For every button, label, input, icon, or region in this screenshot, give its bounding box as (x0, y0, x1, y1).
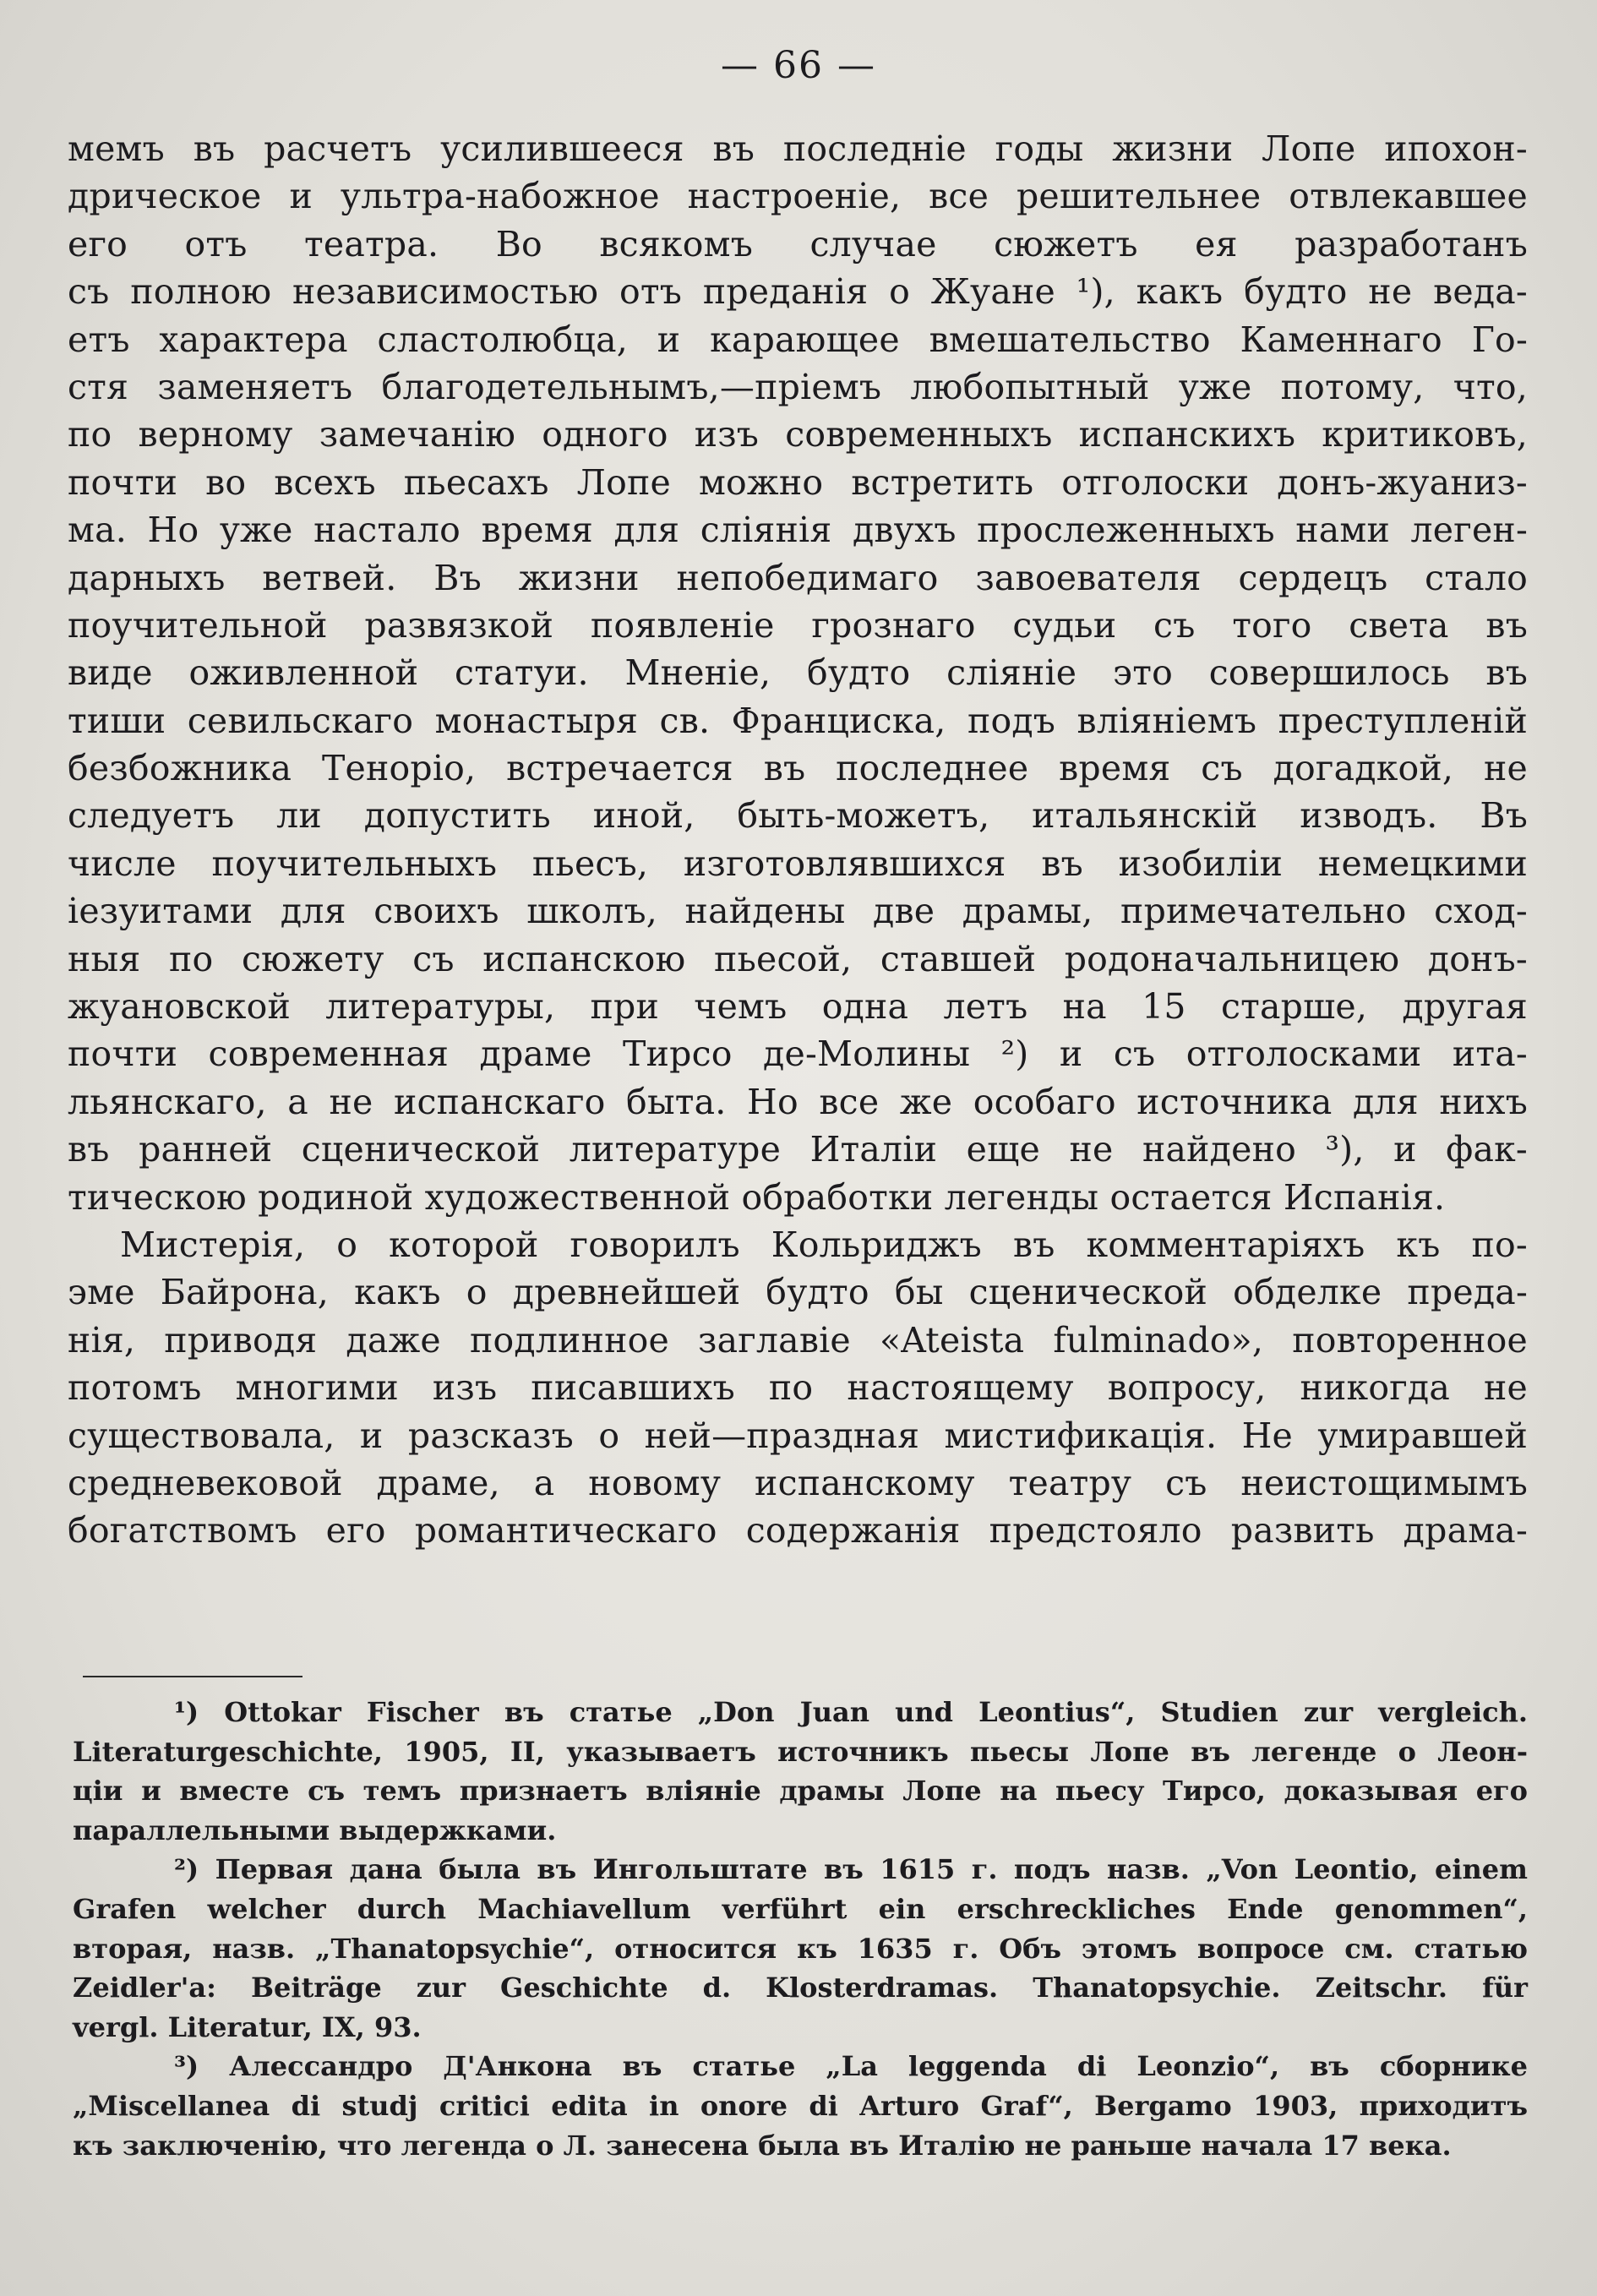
text-line: тическою родиной художественной обработки легенды остается Испанія. (68, 1176, 1446, 1218)
text-line: существовала, и разсказъ о ней—праздная мистификація. Не умиравшей (68, 1415, 1528, 1456)
text-line: дарныхъ ветвей. Въ жизни непобедимаго завоевателя сердецъ стало (68, 557, 1528, 598)
text-line: етъ характера сластолюбца, и карающее вмешательство Каменнаго Го- (68, 319, 1528, 360)
text-line: богатствомъ его романтическаго содержанія предстояло развить драма- (68, 1510, 1528, 1552)
footnote-line: ціи и вместе съ темъ признаетъ вліяніе драмы Лопе на пьесу Тирсо, доказывая его (73, 1775, 1528, 1808)
text-line: мемъ въ расчетъ усилившееся въ последніе годы жизни Лопе ипохон- (68, 128, 1528, 169)
footnotes (73, 1693, 1528, 2165)
text-line: тиши севильскаго монастыря св. Франциска, подъ вліяніемъ преступленій (68, 700, 1528, 741)
main-text (68, 125, 1528, 1555)
text-line: поучительной развязкой появленіе грознаго судьи съ того света въ (68, 604, 1528, 646)
footnote-line: ³) Алессандро Д'Анкона въ статье „La leggenda di Leonzio“, въ сборнике (174, 2050, 1528, 2083)
footnote-line: вторая, назв. „Thanatopsychie“, относится къ 1635 г. Объ этомъ вопросе см. статью (73, 1932, 1528, 1965)
text-line: потомъ многими изъ писавшихъ по настоящему вопросу, никогда не (68, 1367, 1528, 1409)
text-line: дрическое и ультра-набожное настроеніе, все решительнее отвлекавшее (68, 176, 1528, 217)
footnote-line: параллельными выдержками. (73, 1813, 557, 1846)
text-line: числе поучительныхъ пьесъ, изготовлявшихся въ изобиліи немецкими (68, 843, 1528, 884)
footnote-line: Zeidler'a: Beiträge zur Geschichte d. Klosterdramas. Thanatopsychie. Zeitschr. für (73, 1972, 1528, 2004)
footnote-line: Grafen welcher durch Machiavellum verführt ein erschreckliches Ende genommen“, (73, 1892, 1528, 1925)
text-line: нія, приводя даже подлинное заглавіе «Ateista fulminado», повторенное (68, 1319, 1528, 1361)
text-line: почти современная драме Тирсо де-Молины ²) и съ отголосками ита- (68, 1033, 1528, 1075)
text-line: жуановской литературы, при чемъ одна летъ на 15 старше, другая (68, 986, 1528, 1028)
text-line: безбожника Теноріо, встречается въ последнее время съ догадкой, не (68, 748, 1528, 789)
text-line: виде оживленной статуи. Мненіе, будто сліяніе это совершилось въ (68, 652, 1528, 694)
text-line: стя заменяетъ благодетельнымъ,—пріемъ любопытный уже потому, что, (68, 366, 1528, 407)
text-line: въ ранней сценической литературе Италіи еще не найдено ³), и фак- (68, 1129, 1528, 1170)
footnote-line: къ заключенію, что легенда о Л. занесена была въ Италію не раньше начала 17 века. (73, 2129, 1452, 2162)
text-line: его отъ театра. Во всякомъ случае сюжетъ ея разработанъ (68, 223, 1528, 265)
text-line: Мистерія, о которой говорилъ Кольриджъ въ комментаріяхъ къ по- (120, 1224, 1528, 1265)
footnote-line: vergl. Literatur, IX, 93. (73, 2010, 422, 2043)
text-line: следуетъ ли допустить иной, быть-можетъ, итальянскій изводъ. Въ (68, 795, 1528, 837)
text-line: ныя по сюжету съ испанскою пьесой, ставшей родоначальницею донъ- (68, 938, 1528, 979)
footnote-line: ²) Первая дана была въ Ингольштате въ 1615 г. подъ назв. „Von Leontio, einem (174, 1853, 1528, 1886)
text-line: эме Байрона, какъ о древнейшей будто бы сценической обделке преда- (68, 1272, 1528, 1313)
text-line: льянскаго, а не испанскаго быта. Но все же особаго источника для нихъ (68, 1081, 1528, 1122)
text-line: іезуитами для своихъ школъ, найдены две драмы, примечательно сход- (68, 891, 1528, 932)
text-line: почти во всехъ пьесахъ Лопе можно встретить отголоски донъ-жуаниз- (68, 461, 1528, 503)
footnote-line: Literaturgeschichte, 1905, II, указываетъ источникъ пьесы Лопе въ легенде о Леон- (73, 1735, 1528, 1768)
text-line: по верному замечанію одного изъ современныхъ испанскихъ критиковъ, (68, 414, 1528, 455)
text-line: средневековой драме, а новому испанскому театру съ неистощимымъ (68, 1462, 1528, 1503)
text-line: ма. Но уже настало время для сліянія двухъ прослеженныхъ нами леген- (68, 510, 1528, 551)
page-number: — 66 — (721, 44, 876, 87)
footnote-line: „Miscellanea di studj critici edita in onore di Arturo Graf“, Bergamo 1903, приходитъ (73, 2089, 1528, 2122)
text-line: съ полною независимостью отъ преданія о Жуане ¹), какъ будто не веда- (68, 271, 1528, 313)
footnote-divider (83, 1676, 303, 1677)
footnote-line: ¹) Ottokar Fischer въ статье „Don Juan und Leontius“, Studien zur vergleich. (174, 1696, 1528, 1728)
